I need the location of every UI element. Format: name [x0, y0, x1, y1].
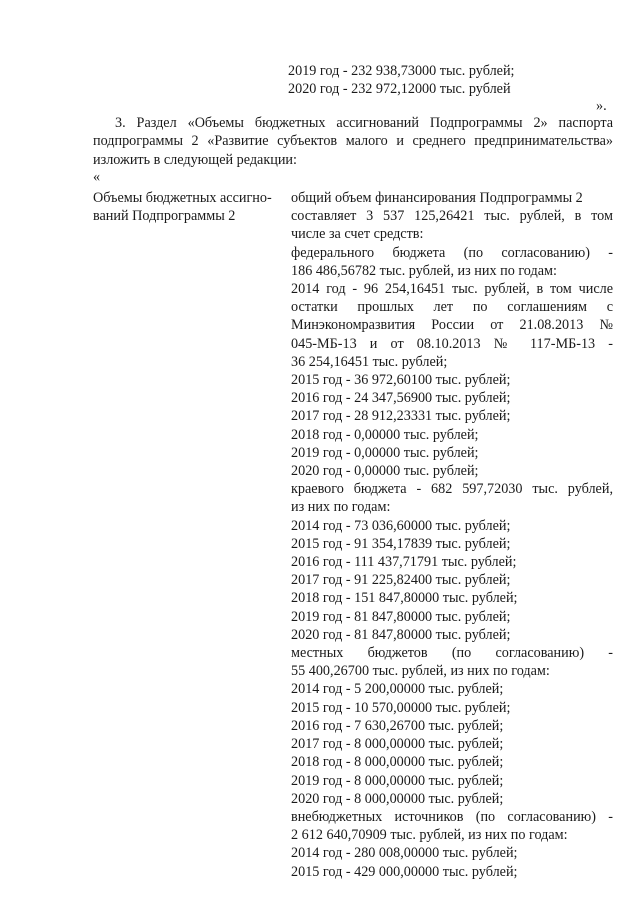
funding-line: 2018 год - 8 000,00000 тыс. рублей;: [291, 754, 504, 771]
funding-line: 045-МБ-13 и от 08.10.2013 № 117-МБ-13 -: [291, 335, 613, 352]
funding-line: краевого бюджета - 682 597,72030 тыс. рублей,: [291, 481, 613, 498]
funding-line: 2015 год - 91 354,17839 тыс. рублей;: [291, 535, 511, 552]
funding-line: 2015 год - 429 000,00000 тыс. рублей;: [291, 863, 518, 880]
funding-line: 2015 год - 36 972,60100 тыс. рублей;: [291, 372, 511, 389]
funding-line: 2019 год - 81 847,80000 тыс. рублей;: [291, 608, 511, 625]
section-3-paragraph: [93, 114, 613, 169]
paragraph-line-1: 3. Раздел «Объемы бюджетных ассигнований Подпрограммы 2» паспорта: [115, 115, 613, 131]
funding-line: 2014 год - 280 008,00000 тыс. рублей;: [291, 845, 518, 862]
closing-quote: ».: [596, 98, 607, 114]
funding-line: общий объем финансирования Подпрограммы 2: [291, 190, 583, 206]
funding-line: из них по годам:: [291, 499, 391, 516]
funding-line: Минэкономразвития России от 21.08.2013 №: [291, 317, 613, 334]
funding-line: 2017 год - 28 912,23331 тыс. рублей;: [291, 408, 511, 425]
table-left-cell: [93, 189, 283, 226]
funding-line: 2014 год - 5 200,00000 тыс. рублей;: [291, 681, 504, 698]
opening-quote: «: [93, 169, 101, 185]
funding-line: 2018 год - 151 847,80000 тыс. рублей;: [291, 590, 518, 607]
table-right-cell: [291, 189, 613, 881]
budget-line-2020: 2020 год - 232 972,12000 тыс. рублей: [288, 81, 511, 97]
funding-line: 2019 год - 8 000,00000 тыс. рублей;: [291, 772, 504, 789]
funding-line: 2018 год - 0,00000 тыс. рублей;: [291, 426, 479, 443]
funding-line: 2015 год - 10 570,00000 тыс. рублей;: [291, 699, 511, 716]
funding-line: 2017 год - 91 225,82400 тыс. рублей;: [291, 572, 511, 589]
funding-line: федерального бюджета (по согласованию) -: [291, 244, 613, 261]
funding-line: 2020 год - 0,00000 тыс. рублей;: [291, 463, 479, 480]
budget-line-2019: 2019 год - 232 938,73000 тыс. рублей;: [288, 63, 515, 79]
paragraph-line-3: изложить в следующей редакции:: [93, 151, 297, 168]
funding-line: 2014 год - 73 036,60000 тыс. рублей;: [291, 517, 511, 534]
funding-line: числе за счет средств:: [291, 226, 424, 243]
funding-line: 2020 год - 8 000,00000 тыс. рублей;: [291, 790, 504, 807]
funding-line: 2017 год - 8 000,00000 тыс. рублей;: [291, 736, 504, 753]
funding-line: 186 486,56782 тыс. рублей, из них по годам:: [291, 262, 557, 279]
paragraph-line-2: подпрограммы 2 «Развитие субъектов малого и среднего предпринимательства»: [93, 133, 613, 150]
funding-line: составляет 3 537 125,26421 тыс. рублей, в том: [291, 208, 613, 225]
funding-line: местных бюджетов (по согласованию) -: [291, 645, 613, 662]
left-cell-line-2: ваний Подпрограммы 2: [93, 208, 236, 225]
funding-line: 36 254,16451 тыс. рублей;: [291, 353, 448, 370]
funding-line: 2014 год - 96 254,16451 тыс. рублей, в том числе: [291, 281, 613, 298]
funding-line: 2016 год - 24 347,56900 тыс. рублей;: [291, 390, 511, 407]
funding-line: 2 612 640,70909 тыс. рублей, из них по годам:: [291, 827, 568, 844]
funding-line: 2016 год - 111 437,71791 тыс. рублей;: [291, 554, 517, 571]
funding-line: остатки прошлых лет по соглашениям с: [291, 299, 613, 316]
funding-line: 2020 год - 81 847,80000 тыс. рублей;: [291, 626, 511, 643]
funding-line: 2019 год - 0,00000 тыс. рублей;: [291, 444, 479, 461]
funding-line: внебюджетных источников (по согласованию) -: [291, 808, 613, 825]
funding-line: 2016 год - 7 630,26700 тыс. рублей;: [291, 717, 504, 734]
funding-line: 55 400,26700 тыс. рублей, из них по годам:: [291, 663, 550, 680]
left-cell-line-1: Объемы бюджетных ассигно-: [93, 190, 272, 206]
